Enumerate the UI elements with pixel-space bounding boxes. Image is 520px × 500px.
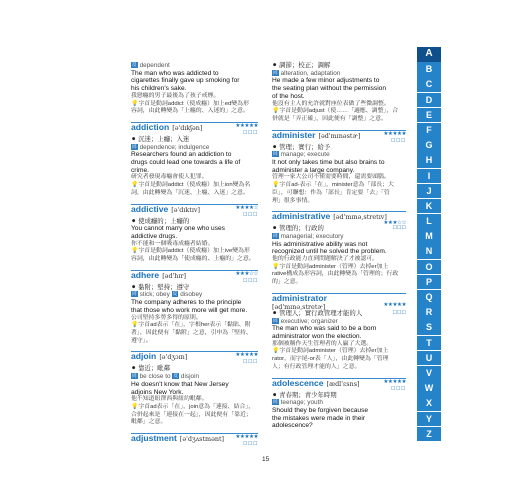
antonym: disjoin <box>180 373 200 381</box>
index-tab-y[interactable]: Y <box>417 412 441 427</box>
example-en: Researchers found an addiction to drugs could lead one towards a life of crime. <box>131 151 241 174</box>
headword: addictive <box>131 203 169 214</box>
synonym: managerial; executory <box>280 232 344 240</box>
index-tab-i[interactable]: I <box>417 169 441 184</box>
review-checkboxes[interactable]: ☐☐☐ <box>243 129 258 136</box>
rating-stars: ★★★★★ <box>383 378 406 385</box>
antonym-label: 反 <box>172 291 178 297</box>
review-checkboxes[interactable]: ☐☐☐ <box>392 225 406 232</box>
synonym: executive; organizer <box>280 317 338 325</box>
synonym-label: 同 <box>132 373 137 379</box>
entry-header-addiction <box>131 122 258 136</box>
example-zh: 他的行政能力直到問題解決了才被認可。 <box>272 256 379 263</box>
example-zh: 那個被稱作天生管理者的人贏了大選。 <box>272 340 373 347</box>
headword: administrator <box>272 292 327 303</box>
etymology-note: 💡字首是動詞adjust（使……「適應、調整」，合 併就是「弄正確」，因此便有「調整」之意。 <box>272 108 399 122</box>
index-tab-a[interactable]: A <box>417 47 441 62</box>
rating-stars: ★★★★★ <box>383 130 406 137</box>
example-en: Should they be forgiven because the mistakes were made in their adolescence? <box>272 406 369 430</box>
synonym: teenage; youth <box>280 399 323 407</box>
etymology-note: 💡字首是動詞addict（使成癮）加上ive變為形 容詞，由此轉變為「使成癮的、上癮的」之意。 <box>131 248 255 263</box>
example-en: He doesn't know that New Jersey adjoins New York. <box>131 380 229 396</box>
phonetic: [ə'dɪkʃən] <box>172 123 203 132</box>
synonym: stick; obey <box>139 291 170 299</box>
index-tab-x[interactable]: X <box>417 396 441 411</box>
headword: administer <box>272 129 316 140</box>
entry-header-administer <box>272 130 406 144</box>
synonym: be close to <box>139 373 171 381</box>
synonym-label: 同 <box>273 232 278 238</box>
etymology-note: 💡字首是動詞administer（管理）去掉er加上 rative構成為形容詞，由此轉變為「管理的；行政 的」之意。 <box>272 263 399 286</box>
sense: ⚫ 管理人；實行政管理才能的人 ☐☐☐ <box>272 309 406 317</box>
review-checkboxes[interactable]: ☐☐☐ <box>243 277 258 284</box>
index-tab-r[interactable]: R <box>417 305 441 320</box>
headword: adjustment <box>131 433 177 444</box>
synonym-label: 同 <box>132 291 137 297</box>
headword: adhere <box>131 269 160 280</box>
entry-header-adjoin <box>131 351 258 365</box>
entry-header-adjustment <box>131 433 258 447</box>
phonetic: [əd'mɪnə,stretɪv] <box>333 213 387 222</box>
index-tab-w[interactable]: W <box>417 381 441 396</box>
example-zh: 研究者發現毒癮會使人犯罪。 <box>131 174 208 181</box>
phonetic: [ə'dʒɔɪn] <box>159 353 188 362</box>
index-tab-g[interactable]: G <box>417 138 441 153</box>
synonym-label: 同 <box>273 69 278 75</box>
sense: ⚫ 管理；實行；給予 <box>272 143 331 151</box>
index-tab-d[interactable]: D <box>417 93 441 108</box>
etymology-note: 💡字首ad表示「在」，join意為「連接、結合」， 合併起來是「連接在一起」，因此便有「靠近； 毗鄰」之意。 <box>131 403 255 426</box>
index-tab-n[interactable]: N <box>417 244 441 259</box>
index-tab-p[interactable]: P <box>417 275 441 290</box>
antonym-line: 反 dependent <box>132 62 170 69</box>
sense: ⚫ 沉迷；上癮；入迷 <box>131 135 190 143</box>
rating-stars: ★★★★☆ <box>235 204 258 211</box>
headword: addiction <box>131 121 170 132</box>
entry-header-administrator <box>272 293 406 310</box>
synonym-label: 同 <box>273 399 278 405</box>
headword: adolescence <box>272 377 324 388</box>
entry-header-adolescence <box>272 378 406 392</box>
review-checkboxes[interactable]: ☐☐☐ <box>243 441 258 448</box>
index-tab-e[interactable]: E <box>417 108 441 123</box>
review-checkboxes[interactable]: ☐☐☐ <box>243 359 258 366</box>
example-en: The company adheres to the principle that those who work more will get more. <box>131 299 248 314</box>
index-tab-b[interactable]: B <box>417 62 441 77</box>
index-tab-s[interactable]: S <box>417 320 441 335</box>
synonym-label: 同 <box>273 151 278 157</box>
etymology-note: 💡字首ad表示「在」，字根her表示「黏貼、附 著」，因此便有「黏附」之意，引申為「堅持、 遵守」。 <box>131 322 252 344</box>
rating-stars: ★★★☆☆ <box>235 270 258 277</box>
synonym: dependence; indulgence <box>139 143 210 151</box>
rating-stars: ★★★★★ <box>383 301 406 308</box>
review-checkboxes[interactable]: ☐☐☐ <box>391 385 406 392</box>
review-checkboxes[interactable]: ☐☐☐ <box>391 137 406 144</box>
example-zh: 他不知道紐澤西與紐約毗鄰。 <box>131 396 208 403</box>
right-column <box>272 62 406 430</box>
phonetic: [ə'dɪktɪv] <box>171 205 201 214</box>
index-tab-f[interactable]: F <box>417 123 441 138</box>
phonetic: [əd'hɪr] <box>162 271 187 280</box>
phonetic: [əd'mɪnəstɚ] <box>318 131 361 140</box>
antonym-label: 反 <box>132 62 137 67</box>
headword: adjoin <box>131 351 157 362</box>
sense: ⚫ 使成癮的；上癮的 <box>131 217 190 225</box>
example-en: He made a few minor adjustments to the seating plan without the permission of the host. <box>272 77 386 100</box>
headword: administrative <box>272 211 331 222</box>
antonym: disobey <box>180 291 203 299</box>
example-zh: 你不能和一個吸毒成癮者結婚。 <box>131 240 214 247</box>
sense: ⚫ 靠近；毗鄰 <box>131 365 171 373</box>
index-tab-t[interactable]: T <box>417 336 441 351</box>
example-en: The man who was said to be a born administrator won the election. <box>272 325 377 340</box>
example-zh: 公司堅持多勞多得的原則。 <box>131 314 202 321</box>
etymology-note: 💡字首是動詞addict（使成癮）加上ed變為形 容詞，由此轉變為「上癮的、入迷的」之意。 <box>131 100 249 115</box>
index-tab-c[interactable]: C <box>417 77 441 92</box>
entry-header-administrative <box>272 211 406 225</box>
rating-stars: ★★★☆☆ <box>383 220 406 227</box>
etymology-note: 💡字首是動詞administer（管理）去掉er加上 rator，而字尾-or表「人」，由此轉變為「管理 人；有行政管理才能的人」之意。 <box>272 348 389 370</box>
index-tab-k[interactable]: K <box>417 199 441 214</box>
sense: ⚫ 調節；校正；調解 <box>272 62 331 69</box>
index-tab-j[interactable]: J <box>417 184 441 199</box>
example-zh: 我戀癮的男子最後為了孩子戒煙。 <box>131 92 220 99</box>
example-en: You cannot marry one who uses addictive drugs. <box>131 225 225 240</box>
page-number: 15 <box>262 456 270 463</box>
sense: ⚫ 青春期；青少年時期 <box>272 391 337 399</box>
index-tab-o[interactable]: O <box>417 260 441 275</box>
index-tab-v[interactable]: V <box>417 366 441 381</box>
index-tab-l[interactable]: L <box>417 214 441 229</box>
index-tab-h[interactable]: H <box>417 153 441 168</box>
index-tab-u[interactable]: U <box>417 351 441 366</box>
index-tab-q[interactable]: Q <box>417 290 441 305</box>
alphabet-index <box>417 47 441 442</box>
index-tab-m[interactable]: M <box>417 229 441 244</box>
review-checkboxes[interactable]: ☐☐☐ <box>243 211 258 218</box>
synonym-label: 同 <box>273 317 278 323</box>
example-zh: 他沒有主人的允許就對座位表做了些微調整。 <box>272 100 390 107</box>
rating-stars: ★★★★★ <box>235 434 258 441</box>
review-checkboxes[interactable]: ☐☐☐ <box>392 309 406 316</box>
example-zh: 管理一家大公司不僅需要時間，還需要頭腦。 <box>272 174 390 181</box>
example-en: The man who was addicted to cigarettes finally gave up smoking for his children's sake. <box>131 69 240 93</box>
entry-header-addictive <box>131 204 258 218</box>
etymology-note: 💡字首ad-表示「在」，minister意為「部長；大 臣」，可聯想：作為「部長」肯定要「去」「管 理」很多事情。 <box>272 182 394 204</box>
antonym-label: 反 <box>173 373 178 379</box>
rating-stars: ★★★★★ <box>235 352 258 359</box>
phonetic: [ə'dʒʌstmənt] <box>179 435 225 444</box>
rating-stars: ★★★★★ <box>235 122 258 129</box>
synonym-label: 同 <box>132 143 137 149</box>
left-column <box>131 62 258 447</box>
example-en: It not only takes time but also brains to administer a large company. <box>272 159 385 174</box>
etymology-note: 💡字首是動詞addict（使成癮）加上ion變為名 詞，由此轉變為「沉迷、上癮、入迷」之意。 <box>131 182 251 196</box>
synonym: manage; execute <box>280 151 330 159</box>
sense: ⚫ 黏附；堅持；遵守 <box>131 283 190 291</box>
phonetic: [ædl'ɛsns] <box>326 379 360 388</box>
index-tab-z[interactable]: Z <box>417 427 441 442</box>
synonym: alteration, adaptation <box>280 69 341 77</box>
sense: ⚫ 管理的；行政的 ☐☐☐ <box>272 225 406 233</box>
entry-header-adhere <box>131 270 258 284</box>
phonetic: [əd'mɪnə,stretɚ] <box>272 302 326 311</box>
example-en: His administrative ability was not recognized until he solved the problem. <box>272 240 387 256</box>
